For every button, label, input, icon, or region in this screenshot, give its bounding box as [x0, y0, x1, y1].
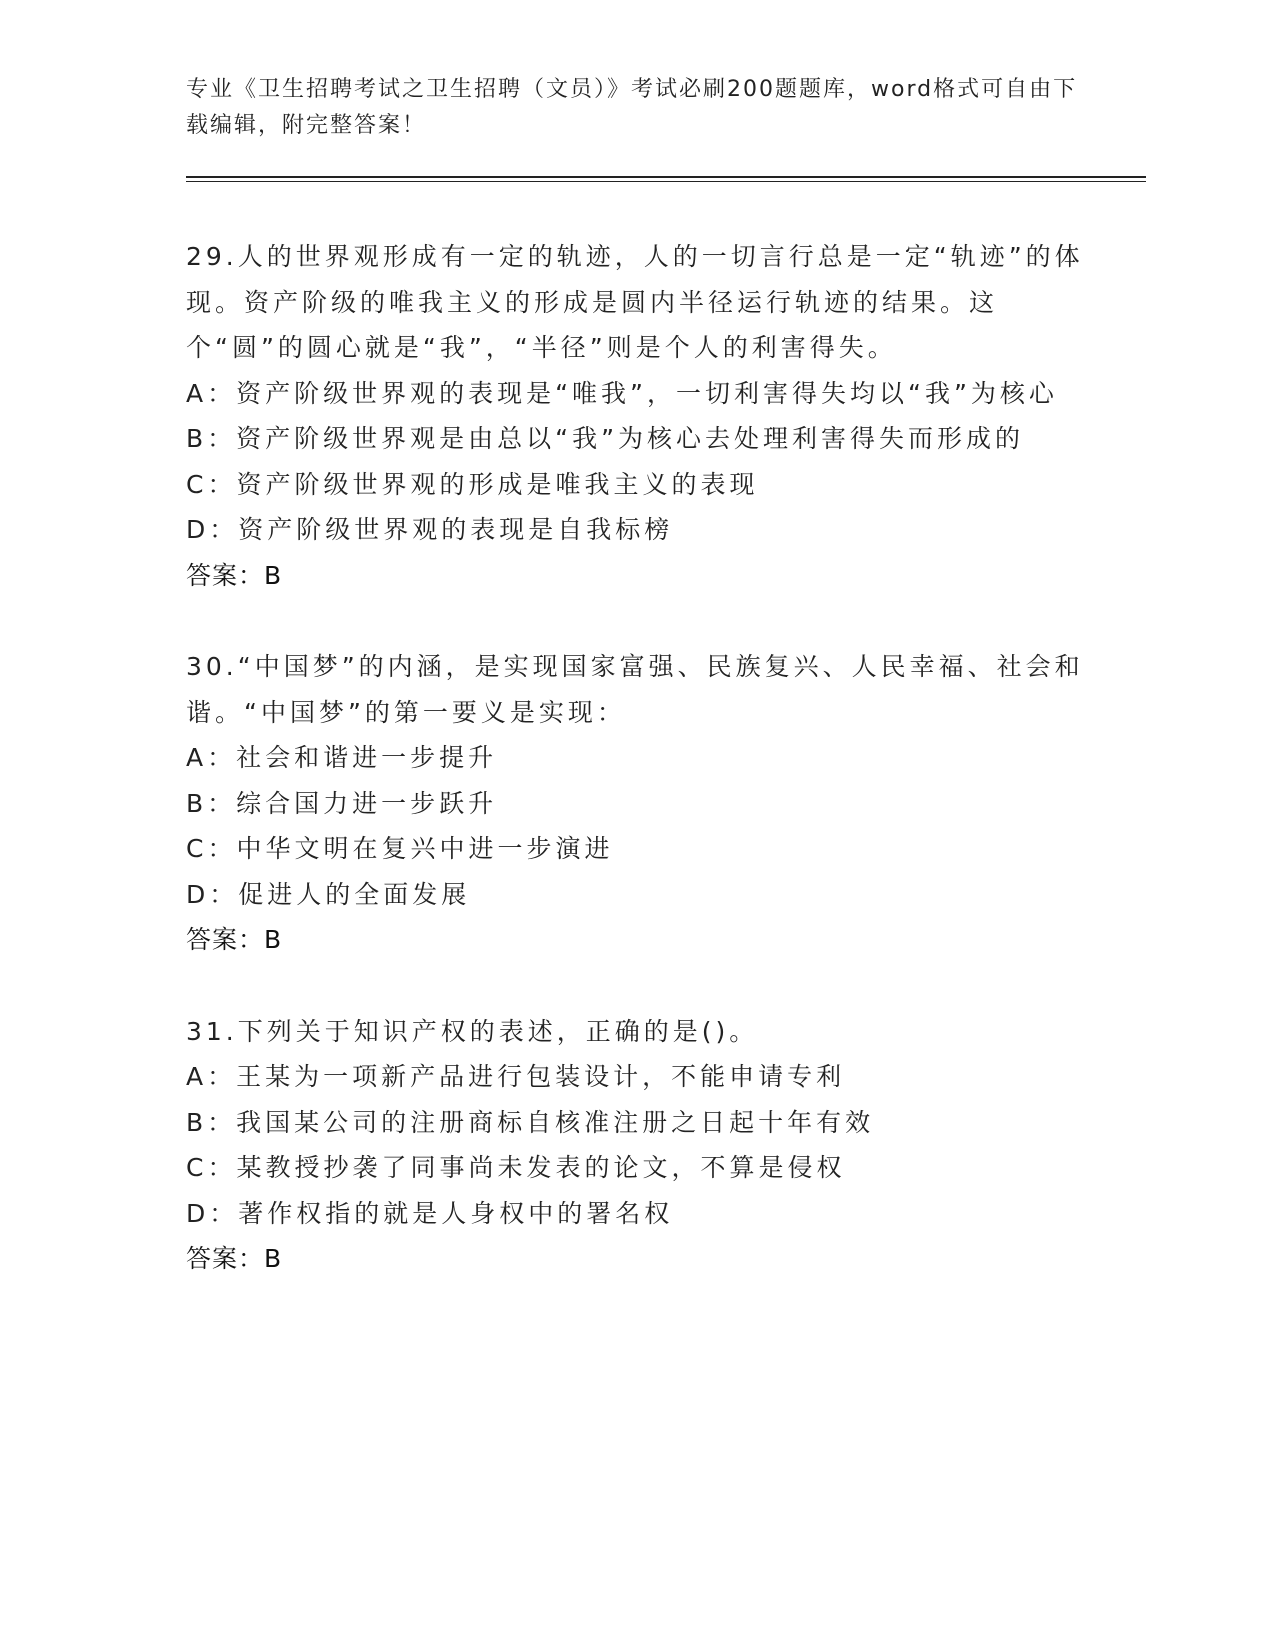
document-header: 专业《卫生招聘考试之卫生招聘（文员）》考试必刷200题题库，word格式可自由下载编辑，附完整答案！ [186, 77, 1078, 138]
option-a: A：王某为一项新产品进行包装设计，不能申请专利 [186, 1062, 846, 1091]
option-c: C：中华文明在复兴中进一步演进 [186, 834, 614, 863]
answer-line: 答案：B [186, 560, 283, 590]
answer-line: 答案：B [186, 1244, 283, 1273]
question-stem: 30.“中国梦”的内涵，是实现国家富强、民族复兴、人民幸福、社会和谐。“中国梦”的第一要义是实现： [186, 652, 1084, 727]
option-c: C：资产阶级世界观的形成是唯我主义的表现 [186, 469, 759, 499]
header-divider [186, 176, 1146, 182]
question-stem: 29.人的世界观形成有一定的轨迹，人的一切言行总是一定“轨迹”的体现。资产阶级的唯我主义的形成是圆内半径运行轨迹的结果。这个“圆”的圆心就是“我”，“半径”则是个人的利害得失。 [186, 242, 1084, 362]
option-d: D：著作权指的就是人身权中的署名权 [186, 1198, 674, 1228]
option-a: A：资产阶级世界观的表现是“唯我”，一切利害得失均以“我”为核心 [186, 378, 1058, 408]
question-29 [186, 234, 1086, 598]
question-31 [186, 1009, 1086, 1282]
option-b: B：综合国力进一步跃升 [186, 788, 498, 818]
option-b: B：我国某公司的注册商标自核准注册之日起十年有效 [186, 1107, 875, 1137]
option-c: C：某教授抄袭了同事尚未发表的论文，不算是侵权 [186, 1153, 846, 1182]
option-a: A：社会和谐进一步提升 [186, 743, 498, 772]
option-b: B：资产阶级世界观是由总以“我”为核心去处理利害得失而形成的 [186, 424, 1025, 453]
question-stem: 31.下列关于知识产权的表述，正确的是()。 [186, 1016, 759, 1046]
option-d: D：促进人的全面发展 [186, 879, 471, 909]
question-30 [186, 644, 1086, 963]
question-list [186, 234, 1086, 1328]
answer-line: 答案：B [186, 925, 283, 954]
option-d: D：资产阶级世界观的表现是自我标榜 [186, 515, 674, 544]
